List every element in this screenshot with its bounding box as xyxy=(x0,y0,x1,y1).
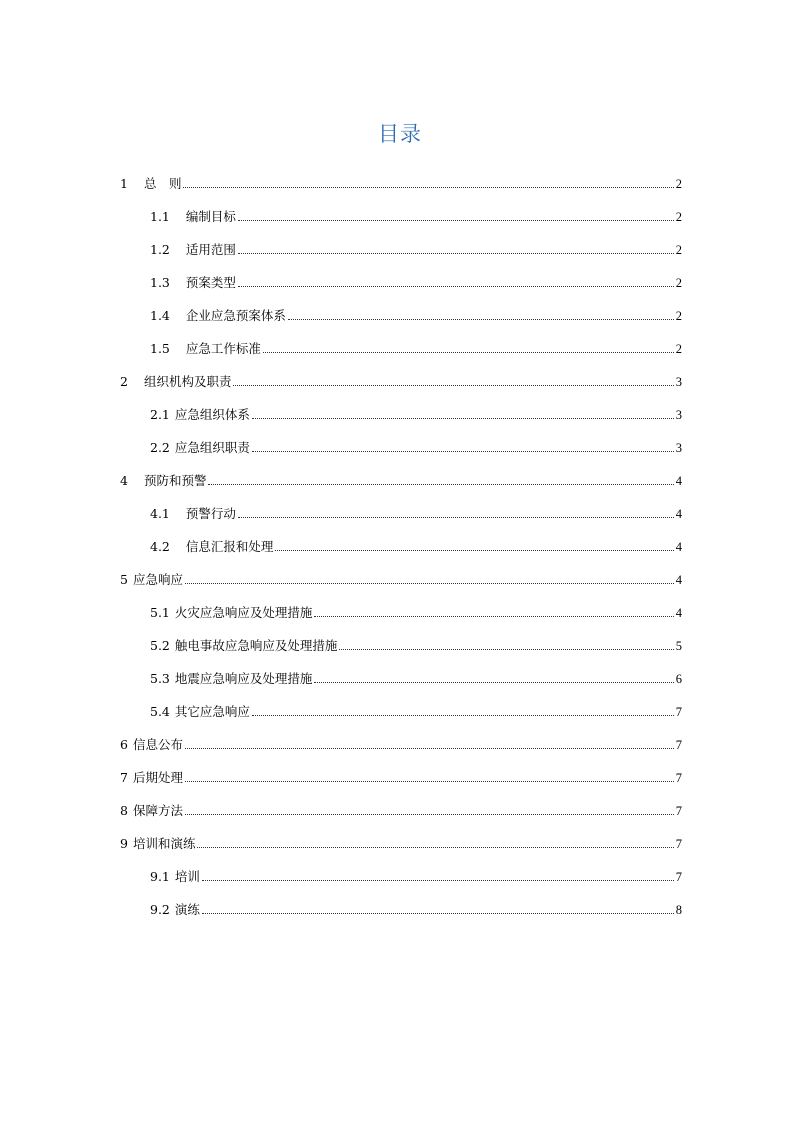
toc-entry-page-number: 2 xyxy=(675,209,682,224)
toc-entry-text xyxy=(120,175,182,191)
toc-entry-label: 应急组织体系 xyxy=(174,406,250,422)
toc-entry-text xyxy=(150,505,236,521)
toc-entry-page-number: 7 xyxy=(675,770,682,785)
toc-entry-page-number: 2 xyxy=(675,176,682,191)
toc-entry-text xyxy=(120,835,196,851)
toc-entry-number: 4 xyxy=(120,472,128,488)
toc-entry-number: 1.3 xyxy=(150,274,170,290)
toc-entry-number: 1.2 xyxy=(150,241,170,257)
toc-entry-number: 5.4 xyxy=(150,703,170,719)
toc-entry-label: 适用范围 xyxy=(185,241,236,257)
toc-entry-page-number: 7 xyxy=(675,704,682,719)
dot-leader xyxy=(314,616,673,617)
toc-title: 目录 xyxy=(378,122,422,146)
dot-leader xyxy=(252,451,674,452)
toc-entry-1-1[interactable] xyxy=(120,193,682,226)
toc-entry-text xyxy=(150,208,236,224)
toc-entry-label: 编制目标 xyxy=(185,208,236,224)
dot-leader xyxy=(202,880,674,881)
dot-leader xyxy=(314,682,673,683)
toc-entry-4-1[interactable] xyxy=(120,490,682,523)
dot-leader xyxy=(238,517,674,518)
toc-entry-text xyxy=(120,802,183,818)
dot-leader xyxy=(202,913,674,914)
toc-entry-text xyxy=(120,472,207,488)
dot-leader xyxy=(197,847,673,848)
toc-entry-text xyxy=(150,340,261,356)
toc-entry-label: 演练 xyxy=(174,901,200,917)
dot-leader xyxy=(238,286,674,287)
toc-entry-number: 9.2 xyxy=(150,901,170,917)
toc-entry-number: 9 xyxy=(120,835,128,851)
toc-entry-label: 信息公布 xyxy=(132,736,183,752)
toc-entry-4[interactable] xyxy=(120,457,682,490)
dot-leader xyxy=(339,649,673,650)
toc-entry-number: 4.1 xyxy=(150,505,170,521)
toc-entry-1[interactable] xyxy=(120,160,682,193)
toc-entry-number: 1.1 xyxy=(150,208,170,224)
toc-entry-number: 7 xyxy=(120,769,128,785)
toc-entry-text xyxy=(150,637,338,653)
toc-entry-text xyxy=(120,769,183,785)
toc-entry-page-number: 3 xyxy=(675,407,682,422)
toc-entry-page-number: 4 xyxy=(675,539,682,554)
dot-leader xyxy=(183,187,673,188)
toc-entry-number: 1.5 xyxy=(150,340,170,356)
toc-entry-page-number: 3 xyxy=(675,374,682,389)
toc-entry-number: 2.2 xyxy=(150,439,170,455)
toc-entry-text xyxy=(150,868,200,884)
toc-entry-text xyxy=(150,604,313,620)
toc-entry-page-number: 2 xyxy=(675,242,682,257)
toc-entry-page-number: 4 xyxy=(675,506,682,521)
toc-entry-text xyxy=(150,439,250,455)
toc-entry-page-number: 7 xyxy=(675,869,682,884)
toc-entry-label: 触电事故应急响应及处理措施 xyxy=(174,637,338,653)
toc-entry-number: 5.3 xyxy=(150,670,170,686)
toc-entry-1-5[interactable] xyxy=(120,325,682,358)
toc-entry-page-number: 3 xyxy=(675,440,682,455)
toc-entry-2-1[interactable] xyxy=(120,391,682,424)
toc-entry-number: 8 xyxy=(120,802,128,818)
dot-leader xyxy=(185,781,674,782)
toc-entry-text xyxy=(150,274,236,290)
dot-leader xyxy=(252,418,674,419)
toc-entry-9-2[interactable] xyxy=(120,886,682,919)
toc-entry-1-3[interactable] xyxy=(120,259,682,292)
toc-entry-text xyxy=(120,373,232,389)
toc-entry-9-1[interactable] xyxy=(120,853,682,886)
toc-entry-label: 培训 xyxy=(174,868,200,884)
dot-leader xyxy=(288,319,674,320)
toc-entry-label: 企业应急预案体系 xyxy=(185,307,286,323)
toc-entry-page-number: 2 xyxy=(675,275,682,290)
dot-leader xyxy=(185,583,674,584)
toc-entry-number: 1 xyxy=(120,175,128,191)
toc-entry-page-number: 7 xyxy=(675,836,682,851)
dot-leader xyxy=(185,814,674,815)
toc-entry-label: 应急组织职责 xyxy=(174,439,250,455)
toc-entry-5-2[interactable] xyxy=(120,622,682,655)
toc-entry-8[interactable] xyxy=(120,787,682,820)
toc-entry-label: 应急工作标准 xyxy=(185,340,261,356)
toc-entry-page-number: 8 xyxy=(675,902,682,917)
toc-entry-number: 1.4 xyxy=(150,307,170,323)
toc-entry-label: 信息汇报和处理 xyxy=(185,538,274,554)
toc-entry-page-number: 4 xyxy=(675,473,682,488)
toc-entry-label: 应急响应 xyxy=(132,571,183,587)
dot-leader xyxy=(208,484,673,485)
toc-entry-6[interactable] xyxy=(120,721,682,754)
toc-entry-9[interactable] xyxy=(120,820,682,853)
toc-entry-number: 5 xyxy=(120,571,128,587)
toc-entry-label: 其它应急响应 xyxy=(174,703,250,719)
toc-entry-5-1[interactable] xyxy=(120,589,682,622)
dot-leader xyxy=(275,550,673,551)
toc-entry-number: 2.1 xyxy=(150,406,170,422)
toc-entry-text xyxy=(150,241,236,257)
toc-entry-text xyxy=(120,571,183,587)
toc-entry-label: 培训和演练 xyxy=(132,835,196,851)
toc-entry-number: 5.1 xyxy=(150,604,170,620)
toc-entry-page-number: 4 xyxy=(675,605,682,620)
toc-entry-text xyxy=(150,670,313,686)
toc-entry-number: 6 xyxy=(120,736,128,752)
table-of-contents xyxy=(120,160,682,919)
toc-entry-1-4[interactable] xyxy=(120,292,682,325)
toc-entry-4-2[interactable] xyxy=(120,523,682,556)
dot-leader xyxy=(185,748,674,749)
toc-entry-label: 火灾应急响应及处理措施 xyxy=(174,604,313,620)
toc-entry-number: 9.1 xyxy=(150,868,170,884)
toc-entry-page-number: 5 xyxy=(675,638,682,653)
toc-entry-label: 预案类型 xyxy=(185,274,236,290)
toc-entry-label: 组织机构及职责 xyxy=(143,373,232,389)
toc-entry-page-number: 4 xyxy=(675,572,682,587)
toc-entry-label: 预防和预警 xyxy=(143,472,207,488)
toc-entry-text xyxy=(150,307,286,323)
toc-entry-page-number: 7 xyxy=(675,737,682,752)
toc-entry-2-2[interactable] xyxy=(120,424,682,457)
toc-entry-5-3[interactable] xyxy=(120,655,682,688)
toc-entry-number: 5.2 xyxy=(150,637,170,653)
toc-entry-number: 2 xyxy=(120,373,128,389)
toc-entry-text xyxy=(120,736,183,752)
toc-entry-5-4[interactable] xyxy=(120,688,682,721)
dot-leader xyxy=(263,352,674,353)
toc-entry-label: 预警行动 xyxy=(185,505,236,521)
toc-entry-7[interactable] xyxy=(120,754,682,787)
toc-entry-page-number: 6 xyxy=(675,671,682,686)
toc-entry-text xyxy=(150,538,274,554)
dot-leader xyxy=(238,253,674,254)
toc-entry-page-number: 2 xyxy=(675,341,682,356)
toc-entry-label: 后期处理 xyxy=(132,769,183,785)
toc-entry-number: 4.2 xyxy=(150,538,170,554)
toc-entry-page-number: 7 xyxy=(675,803,682,818)
toc-entry-1-2[interactable] xyxy=(120,226,682,259)
toc-entry-text xyxy=(150,406,250,422)
dot-leader xyxy=(233,385,673,386)
dot-leader xyxy=(238,220,674,221)
toc-entry-label: 总 则 xyxy=(143,175,182,191)
toc-entry-text xyxy=(150,703,250,719)
toc-entry-5[interactable] xyxy=(120,556,682,589)
toc-entry-page-number: 2 xyxy=(675,308,682,323)
toc-entry-label: 地震应急响应及处理措施 xyxy=(174,670,313,686)
toc-entry-label: 保障方法 xyxy=(132,802,183,818)
toc-entry-2[interactable] xyxy=(120,358,682,391)
dot-leader xyxy=(252,715,674,716)
toc-entry-text xyxy=(150,901,200,917)
